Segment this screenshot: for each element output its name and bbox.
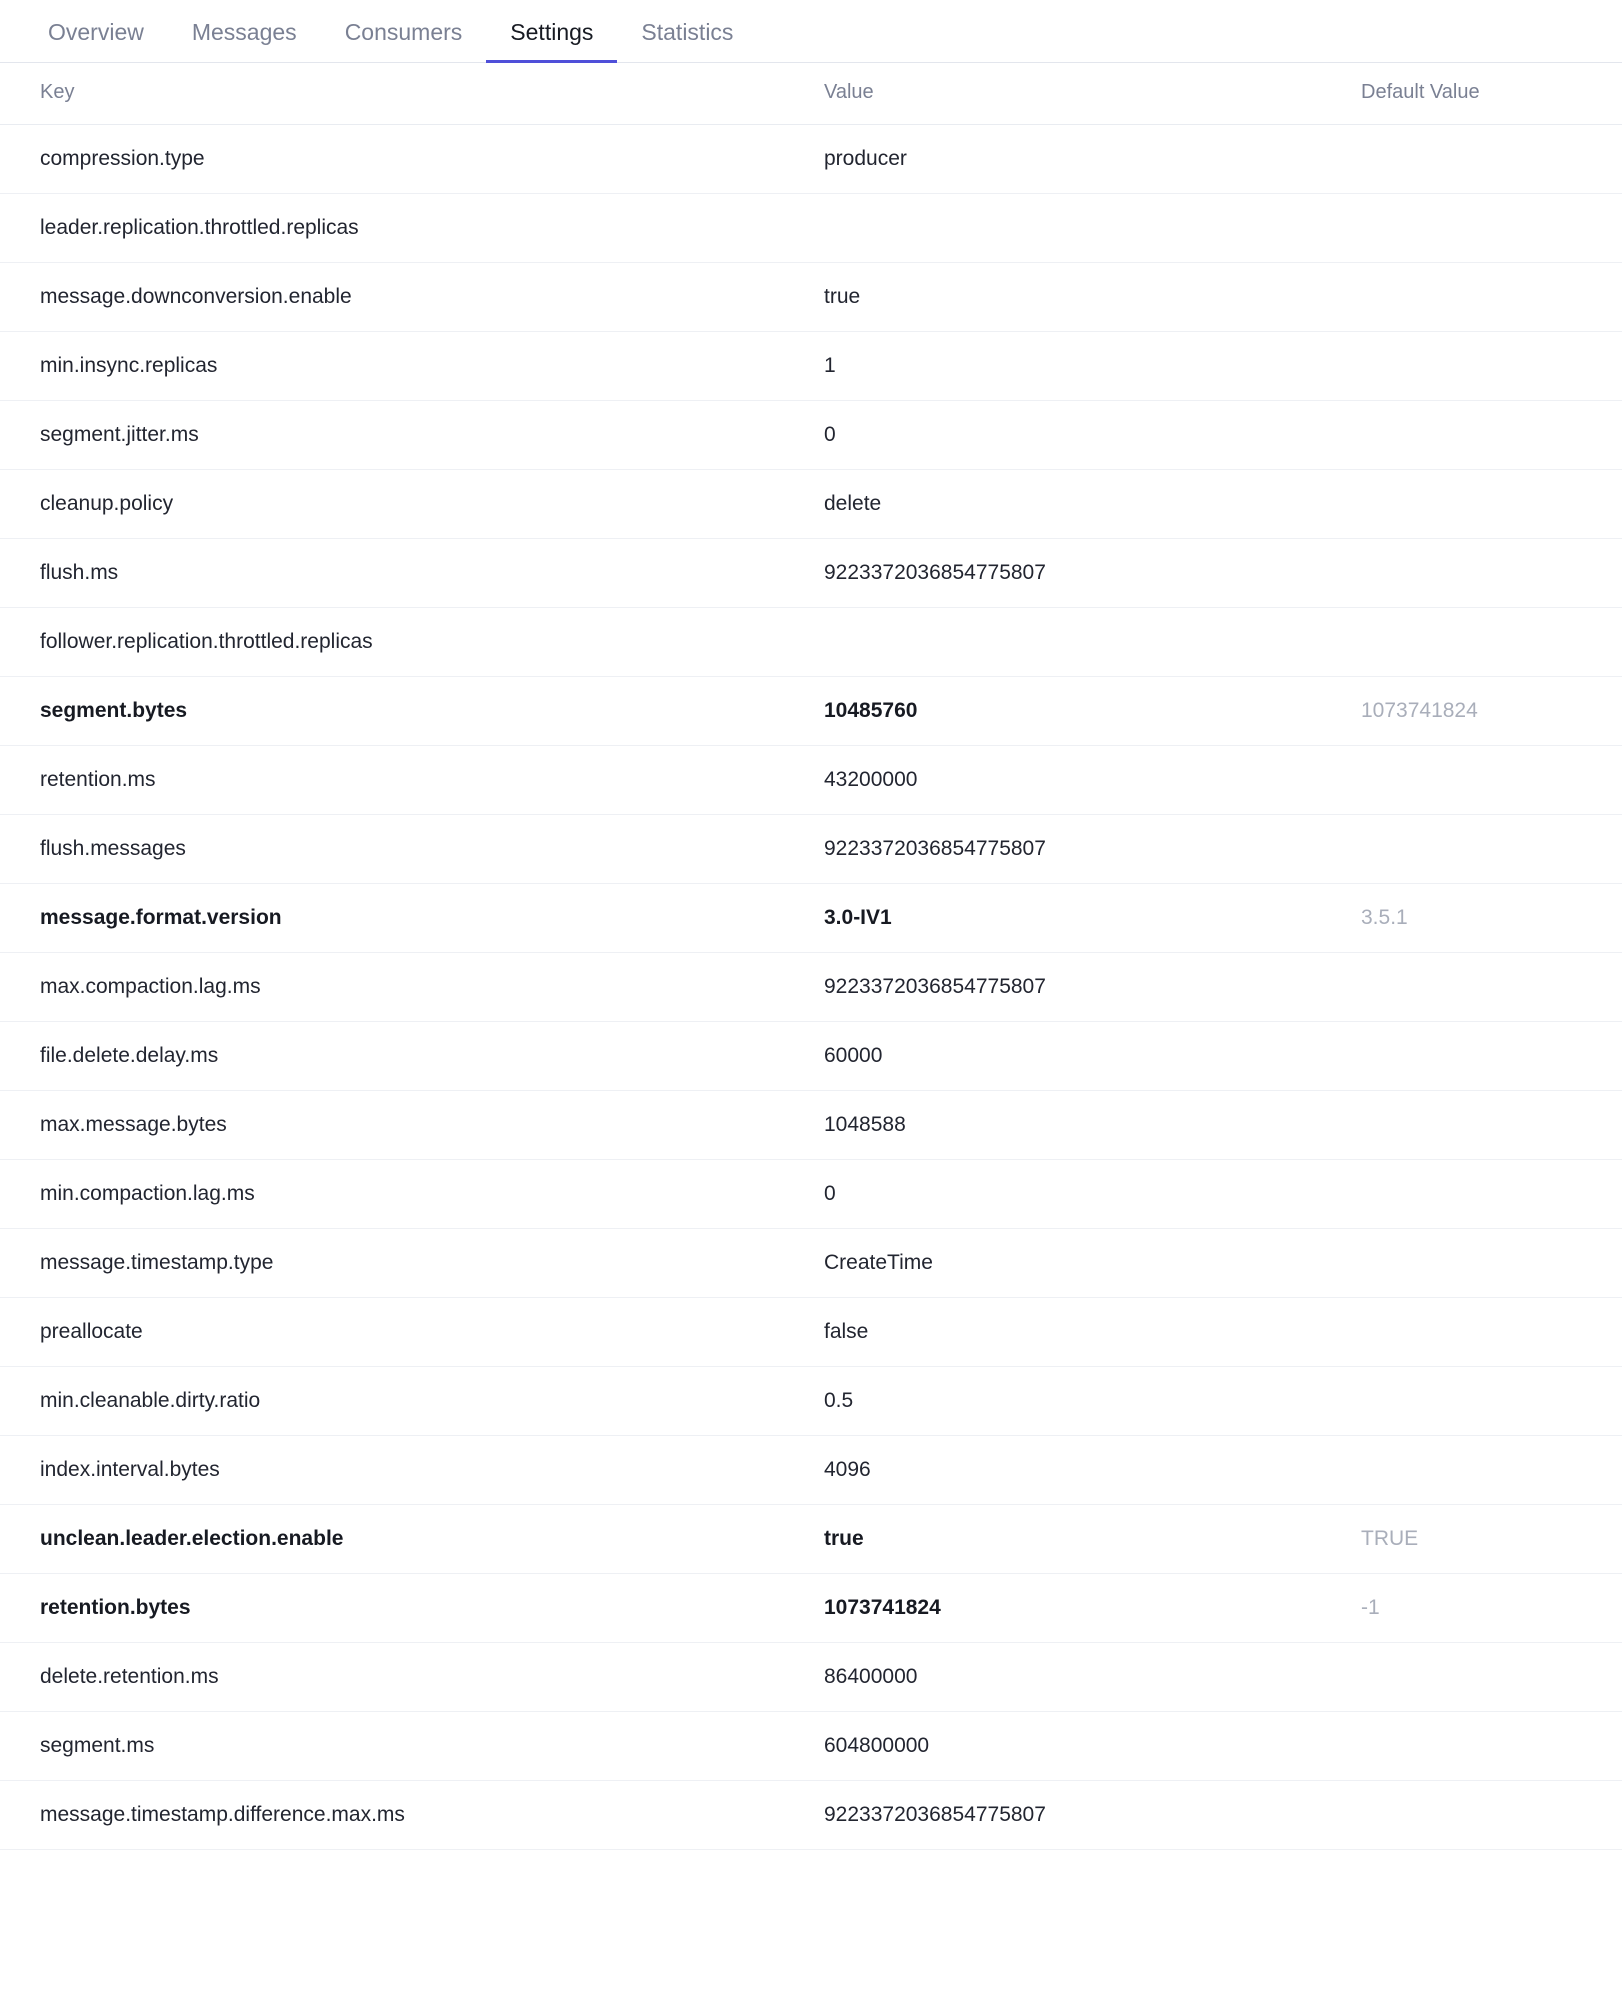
- setting-value: 0: [800, 401, 1335, 470]
- setting-default-value: [1335, 194, 1622, 263]
- setting-value: [800, 608, 1335, 677]
- setting-key: message.timestamp.difference.max.ms: [0, 1781, 800, 1850]
- setting-default-value: [1335, 1643, 1622, 1712]
- setting-value: delete: [800, 470, 1335, 539]
- setting-default-value: [1335, 1712, 1622, 1781]
- setting-default-value: [1335, 1781, 1622, 1850]
- table-row: [0, 125, 1622, 194]
- setting-value: 1: [800, 332, 1335, 401]
- table-row: [0, 194, 1622, 263]
- setting-key: segment.bytes: [0, 677, 800, 746]
- table-row: [0, 1160, 1622, 1229]
- setting-value: 604800000: [800, 1712, 1335, 1781]
- setting-default-value: [1335, 953, 1622, 1022]
- setting-key: follower.replication.throttled.replicas: [0, 608, 800, 677]
- setting-key: leader.replication.throttled.replicas: [0, 194, 800, 263]
- table-row: [0, 1022, 1622, 1091]
- table-row: [0, 1643, 1622, 1712]
- tab-statistics[interactable]: Statistics: [641, 19, 734, 45]
- settings-table-body: [0, 125, 1622, 1850]
- setting-key: retention.ms: [0, 746, 800, 815]
- setting-key: min.compaction.lag.ms: [0, 1160, 800, 1229]
- setting-value: true: [800, 1505, 1335, 1574]
- table-row: [0, 1781, 1622, 1850]
- setting-default-value: [1335, 332, 1622, 401]
- setting-key: preallocate: [0, 1298, 800, 1367]
- setting-default-value: [1335, 401, 1622, 470]
- setting-key: file.delete.delay.ms: [0, 1022, 800, 1091]
- setting-value: 9223372036854775807: [800, 953, 1335, 1022]
- setting-default-value: [1335, 1367, 1622, 1436]
- topic-tabs: [0, 0, 1622, 63]
- table-row: [0, 815, 1622, 884]
- table-row: [0, 608, 1622, 677]
- setting-value: 1048588: [800, 1091, 1335, 1160]
- setting-value: 9223372036854775807: [800, 539, 1335, 608]
- table-row: [0, 677, 1622, 746]
- setting-value: 1073741824: [800, 1574, 1335, 1643]
- table-header-row: [0, 63, 1622, 125]
- table-row: [0, 401, 1622, 470]
- setting-key: segment.jitter.ms: [0, 401, 800, 470]
- setting-key: segment.ms: [0, 1712, 800, 1781]
- setting-default-value: [1335, 815, 1622, 884]
- setting-key: unclean.leader.election.enable: [0, 1505, 800, 1574]
- table-row: [0, 539, 1622, 608]
- setting-key: retention.bytes: [0, 1574, 800, 1643]
- setting-key: compression.type: [0, 125, 800, 194]
- setting-default-value: 3.5.1: [1335, 884, 1622, 953]
- table-row: [0, 1712, 1622, 1781]
- setting-value: 43200000: [800, 746, 1335, 815]
- setting-key: min.cleanable.dirty.ratio: [0, 1367, 800, 1436]
- table-row: [0, 746, 1622, 815]
- setting-key: cleanup.policy: [0, 470, 800, 539]
- column-header-value[interactable]: Value: [800, 63, 1335, 125]
- setting-default-value: [1335, 470, 1622, 539]
- table-row: [0, 953, 1622, 1022]
- tab-consumers[interactable]: Consumers: [344, 19, 463, 45]
- setting-default-value: [1335, 608, 1622, 677]
- tab-overview[interactable]: Overview: [48, 19, 144, 45]
- settings-table: [0, 63, 1622, 1850]
- table-row: [0, 263, 1622, 332]
- setting-key: max.compaction.lag.ms: [0, 953, 800, 1022]
- table-row: [0, 1367, 1622, 1436]
- setting-value: producer: [800, 125, 1335, 194]
- setting-value: 60000: [800, 1022, 1335, 1091]
- setting-value: 9223372036854775807: [800, 815, 1335, 884]
- setting-key: index.interval.bytes: [0, 1436, 800, 1505]
- table-row: [0, 884, 1622, 953]
- setting-default-value: [1335, 746, 1622, 815]
- setting-default-value: [1335, 1229, 1622, 1298]
- setting-value: 0.5: [800, 1367, 1335, 1436]
- settings-table-header: [0, 63, 1622, 125]
- setting-default-value: [1335, 263, 1622, 332]
- table-row: [0, 1505, 1622, 1574]
- setting-key: flush.messages: [0, 815, 800, 884]
- setting-value: 0: [800, 1160, 1335, 1229]
- setting-value: false: [800, 1298, 1335, 1367]
- table-row: [0, 1298, 1622, 1367]
- setting-key: message.format.version: [0, 884, 800, 953]
- column-header-default-value[interactable]: Default Value: [1335, 63, 1622, 125]
- setting-value: 4096: [800, 1436, 1335, 1505]
- setting-value: true: [800, 263, 1335, 332]
- setting-default-value: [1335, 125, 1622, 194]
- setting-key: min.insync.replicas: [0, 332, 800, 401]
- setting-value: 3.0-IV1: [800, 884, 1335, 953]
- setting-key: flush.ms: [0, 539, 800, 608]
- setting-value: 10485760: [800, 677, 1335, 746]
- table-row: [0, 332, 1622, 401]
- setting-default-value: [1335, 539, 1622, 608]
- setting-default-value: [1335, 1022, 1622, 1091]
- setting-default-value: TRUE: [1335, 1505, 1622, 1574]
- setting-default-value: 1073741824: [1335, 677, 1622, 746]
- setting-default-value: [1335, 1160, 1622, 1229]
- setting-default-value: -1: [1335, 1574, 1622, 1643]
- setting-value: CreateTime: [800, 1229, 1335, 1298]
- column-header-key[interactable]: Key: [0, 63, 800, 125]
- setting-key: delete.retention.ms: [0, 1643, 800, 1712]
- setting-default-value: [1335, 1436, 1622, 1505]
- setting-key: message.timestamp.type: [0, 1229, 800, 1298]
- table-row: [0, 1091, 1622, 1160]
- setting-key: max.message.bytes: [0, 1091, 800, 1160]
- table-row: [0, 470, 1622, 539]
- setting-default-value: [1335, 1091, 1622, 1160]
- setting-default-value: [1335, 1298, 1622, 1367]
- tab-messages[interactable]: Messages: [191, 19, 297, 45]
- table-row: [0, 1436, 1622, 1505]
- table-row: [0, 1229, 1622, 1298]
- setting-value: 9223372036854775807: [800, 1781, 1335, 1850]
- tab-settings[interactable]: Settings: [486, 21, 617, 63]
- setting-value: 86400000: [800, 1643, 1335, 1712]
- table-row: [0, 1574, 1622, 1643]
- setting-key: message.downconversion.enable: [0, 263, 800, 332]
- setting-value: [800, 194, 1335, 263]
